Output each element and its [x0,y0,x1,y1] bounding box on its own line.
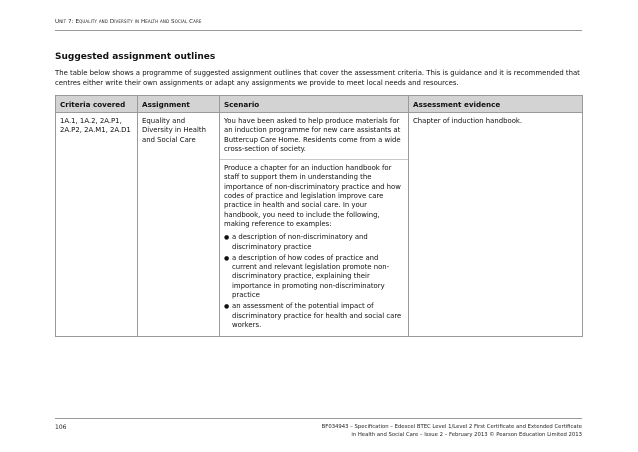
list-item-text: an assessment of the potential impact of discriminatory practice for health and social care workers. [232,302,402,329]
section-title: Suggested assignment outlines [55,52,216,62]
cell-criteria: 1A.1, 1A.2, 2A.P1, 2A.P2, 2A.M1, 2A.D1 [56,113,138,337]
header-text: Unit 7: Equality and Diversity in Health and Social Care [55,19,202,25]
scenario-paragraph: Produce a chapter for an induction handbook for staff to support them in understanding the importance of non-discriminatory practice and how codes of practice and legislation improve care practice in health and social care. In your handbook, you need to include the following, making reference to examples: [224,164,401,228]
scenario-bullet-list [224,233,404,330]
list-item-text: a description of non-discriminatory and discriminatory practice [232,233,368,251]
header-rule [55,30,582,31]
footer-rule [55,418,582,419]
list-item [224,302,404,330]
list-item-text: a description of how codes of practice and current and relevant legislation promote non-discriminatory practice, explaining their importance in promoting non-discriminatory practice [232,253,390,300]
bullet-icon: ● [224,254,230,262]
cell-evidence: Chapter of induction handbook. [409,113,583,337]
header-assessment-evidence: Assessment evidence [409,96,583,113]
table-header-row [56,96,583,113]
scenario-divider [220,159,408,160]
header-assignment: Assignment [138,96,220,113]
running-header [55,19,202,25]
list-item [224,233,404,252]
section-intro: The table below shows a programme of suggested assignment outlines that cover the assessment criteria. This is guidance and it is recommended that centres either write their own assignments or adapt any assignments we provide to meet local needs and resources. [55,69,580,88]
footer-reference [322,423,582,440]
table-row [56,113,583,337]
list-item [224,254,404,300]
header-criteria-covered: Criteria covered [56,96,138,113]
assignment-outline-table [55,95,583,337]
bullet-icon: ● [224,303,230,311]
scenario-paragraph: You have been asked to help produce materials for an induction programme for new care assistants at Buttercup Care Home. Residents come from a wide cross-section of society. [224,117,401,153]
cell-assignment: Equality and Diversity in Health and Social Care [138,113,220,337]
page-number: 106 [55,424,67,431]
header-scenario: Scenario [220,96,409,113]
bullet-icon: ● [224,234,230,242]
cell-scenario [220,113,409,337]
footer-line: in Health and Social Care – Issue 2 – February 2013 © Pearson Education Limited 2013 [351,432,582,439]
footer-line: BF034943 – Specification – Edexcel BTEC Level 1/Level 2 First Certificate and Extended Certificate [321,424,582,430]
